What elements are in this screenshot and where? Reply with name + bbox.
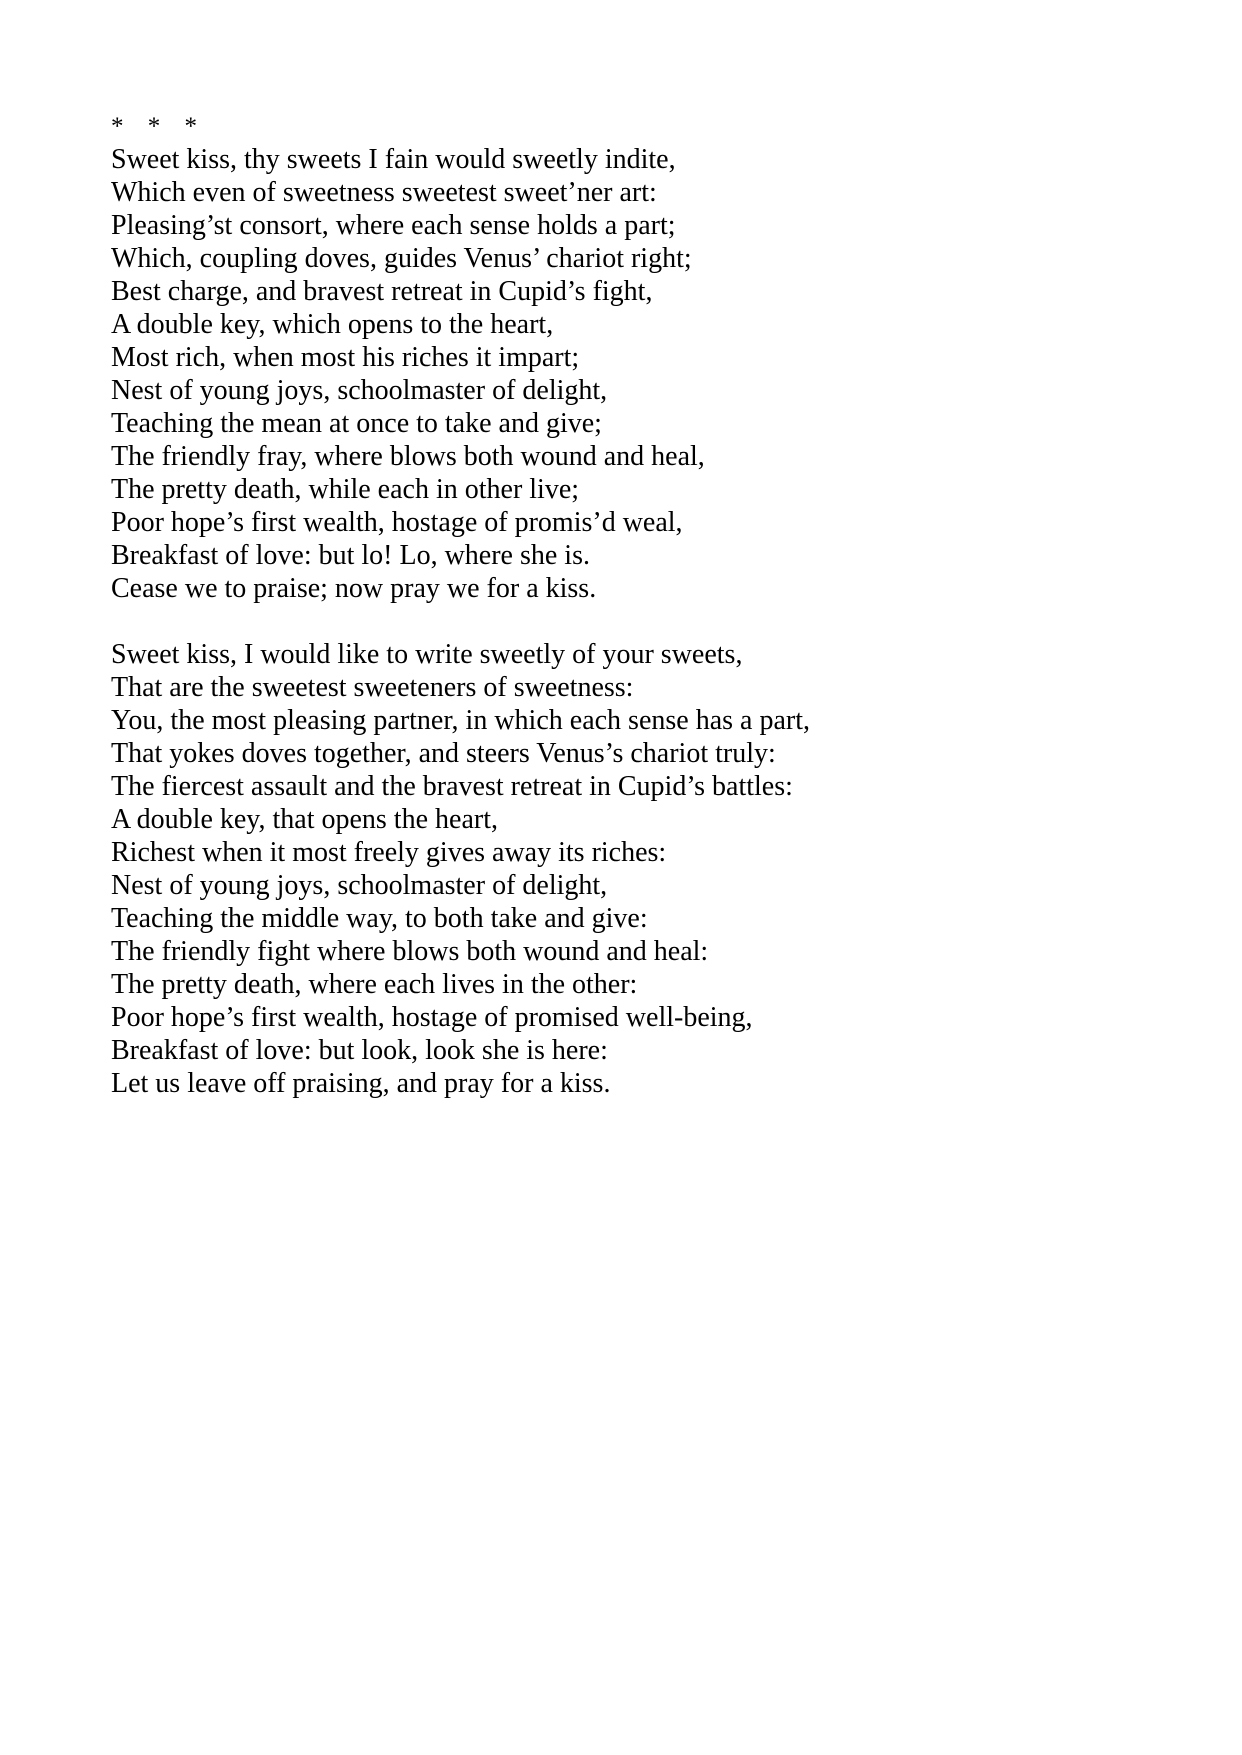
paraphrase-line: Sweet kiss, I would like to write sweetly of your sweets, [111,639,743,670]
poem-line: Which, coupling doves, guides Venus’ chariot right; [111,243,692,274]
poem-line: Cease we to praise; now pray we for a kiss. [111,573,597,604]
paraphrase-line: Nest of young joys, schoolmaster of delight, [111,870,608,901]
poem-line: Which even of sweetness sweetest sweet’ner art: [111,177,657,208]
poem-line: The friendly fray, where blows both wound and heal, [111,441,705,472]
section-divider: * * * [111,113,206,140]
paraphrase-line: That yokes doves together, and steers Venus’s chariot truly: [111,738,776,769]
poem-line: Breakfast of love: but lo! Lo, where she is. [111,540,590,571]
modern-paraphrase [111,638,1242,1100]
poem-line: A double key, which opens to the heart, [111,309,554,340]
poem-line: The pretty death, while each in other live; [111,474,580,505]
paraphrase-line: The pretty death, where each lives in the other: [111,969,638,1000]
paraphrase-line: You, the most pleasing partner, in which each sense has a part, [111,705,810,736]
paraphrase-line: A double key, that opens the heart, [111,804,498,835]
paraphrase-line: Breakfast of love: but look, look she is here: [111,1035,608,1066]
poem-line: Nest of young joys, schoolmaster of delight, [111,375,608,406]
paraphrase-line: Let us leave off praising, and pray for a kiss. [111,1068,611,1099]
poem-line: Poor hope’s first wealth, hostage of promis’d weal, [111,507,683,538]
poem-line: Sweet kiss, thy sweets I fain would sweetly indite, [111,144,676,175]
poem-line: Most rich, when most his riches it impart; [111,342,580,373]
paraphrase-line: Teaching the middle way, to both take and give: [111,903,648,934]
paraphrase-line: Poor hope’s first wealth, hostage of promised well-being, [111,1002,753,1033]
poem-line: Pleasing’st consort, where each sense holds a part; [111,210,676,241]
paraphrase-line: That are the sweetest sweeteners of sweetness: [111,672,634,703]
original-poem [111,143,1242,605]
paraphrase-line: The fiercest assault and the bravest retreat in Cupid’s battles: [111,771,793,802]
poem-line: Best charge, and bravest retreat in Cupid’s fight, [111,276,653,307]
paraphrase-line: The friendly fight where blows both wound and heal: [111,936,709,967]
paraphrase-line: Richest when it most freely gives away its riches: [111,837,667,868]
poem-line: Teaching the mean at once to take and give; [111,408,602,439]
